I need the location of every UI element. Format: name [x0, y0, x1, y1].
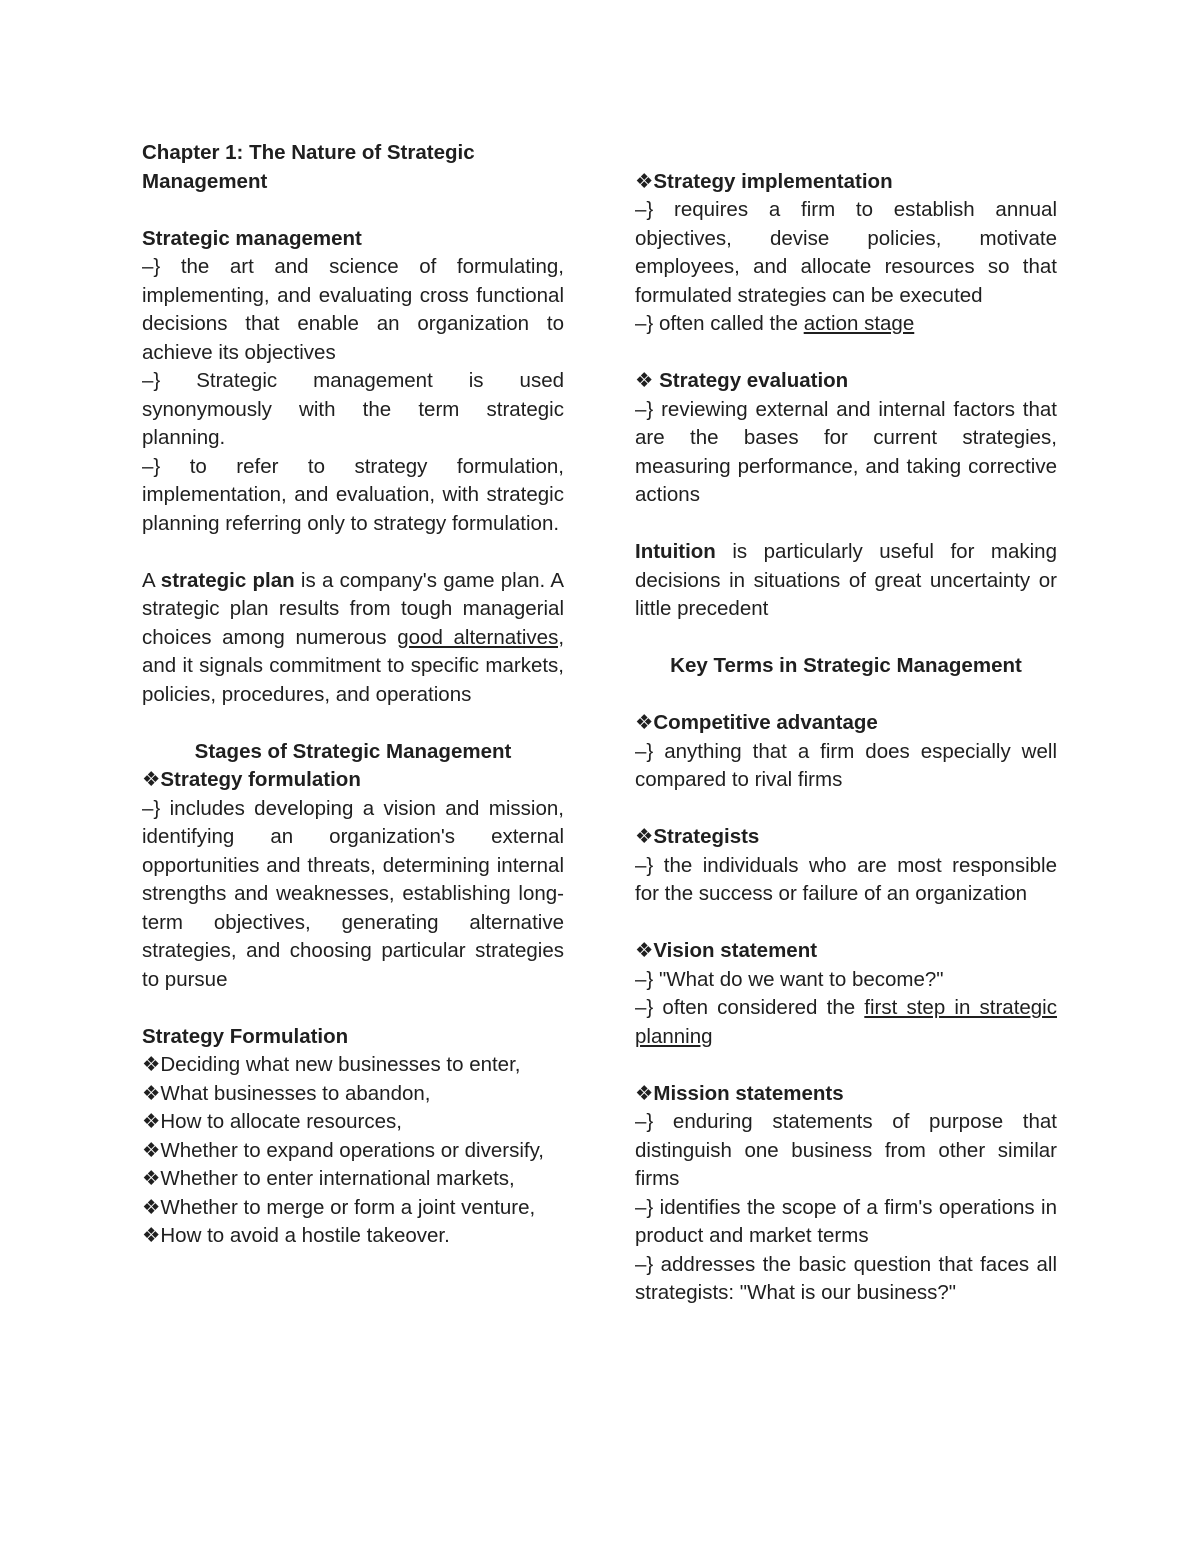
intuition-term: Intuition [635, 540, 716, 563]
list-item: ❖Whether to merge or form a joint venture, [142, 1195, 536, 1219]
strategists-heading: ❖Strategists [635, 825, 760, 848]
strategists-definition: –} the individuals who are most responsible for the success or failure of an organization [635, 853, 1057, 905]
strategy-implementation-heading: ❖Strategy implementation [635, 169, 893, 193]
list-item: ❖What businesses to abandon, [142, 1081, 431, 1105]
mission-definition-3: –} addresses the basic question that faces all strategists: "What is our business?" [635, 1252, 1057, 1304]
strategic-plan-paragraph [142, 567, 564, 710]
strategic-management-definition: –} the art and science of formulating, implementing, and evaluating cross functional decisions that enable an organization to achieve its objectives [142, 255, 564, 364]
chapter-title [142, 139, 564, 196]
strategic-plan-end: and it signals commitment to specific markets, policies, procedures, and operations [142, 654, 564, 706]
right-column [635, 139, 1057, 1308]
strategy-evaluation-definition: –} reviewing external and internal factors that are the bases for current strategies, measuring performance, and taking corrective actions [635, 397, 1057, 506]
strategy-formulation-definition: –} includes developing a vision and mission, identifying an organization's external opportunities and threats, determining internal strengths and weaknesses, establishing long-term objectives, generating alternative strategies, and choosing particular strategies to pursue [142, 796, 564, 991]
list-item: ❖How to allocate resources, [142, 1110, 402, 1133]
strategy-implementation-definition: –} requires a firm to establish annual objectives, devise policies, motivate employees, and allocate resources so that formulated strategies can be executed [635, 198, 1057, 307]
strategic-plan-term: strategic plan [160, 568, 295, 592]
competitive-advantage-definition: –} anything that a firm does especially well compared to rival firms [635, 739, 1057, 791]
strategy-formulation-heading: ❖Strategy formulation [142, 768, 361, 791]
list-item: ❖Whether to expand operations or diversify, [142, 1138, 545, 1162]
intuition-body: is particularly useful for making decisions in situations of great uncertainty or little precedent [635, 540, 1057, 620]
strategic-management-heading: Strategic management [142, 226, 362, 250]
strategic-plan-a: A [142, 568, 161, 592]
strategic-plan-body: is a company's game plan. A strategic plan results from tough managerial choices among numerous [142, 568, 564, 649]
intuition-paragraph [635, 538, 1057, 624]
mission-definition-2: –} identifies the scope of a firm's operations in product and market terms [635, 1195, 1057, 1247]
vision-first-step-line [635, 994, 1057, 1051]
action-stage-line [635, 310, 1057, 339]
strategic-management-refer: –} to refer to strategy formulation, implementation, and evaluation, with strategic planning referring only to strategy formulation. [142, 454, 564, 535]
chapter-title-line2: Management [142, 169, 268, 193]
list-item: ❖Whether to enter international markets, [142, 1167, 515, 1190]
key-terms-heading: Key Terms in Strategic Management [670, 654, 1022, 677]
first-step-underline: first step in strategic planning [635, 996, 1057, 1048]
list-item: ❖Deciding what new businesses to enter, [142, 1053, 521, 1076]
action-stage-prefix: –} often called the [635, 312, 804, 335]
vision-question: –} "What do we want to become?" [635, 967, 944, 991]
mission-statements-heading: ❖Mission statements [635, 1081, 844, 1105]
strategic-management-synonym: –} Strategic management is used synonymously with the term strategic planning. [142, 369, 564, 449]
good-alternatives-underline: good alternatives, [397, 625, 565, 649]
list-item: ❖How to avoid a hostile takeover. [142, 1224, 450, 1247]
vision-first-step-prefix: –} often considered the [635, 996, 865, 1019]
stages-heading: Stages of Strategic Management [194, 739, 512, 763]
left-column [142, 139, 564, 1251]
strategy-evaluation-heading: ❖ Strategy evaluation [635, 369, 849, 392]
action-stage-underline: action stage [803, 312, 915, 335]
vision-statement-heading: ❖Vision statement [635, 939, 818, 962]
chapter-title-line1: Chapter 1: The Nature of Strategic [142, 141, 475, 164]
mission-definition-1: –} enduring statements of purpose that distinguish one business from other similar firms [635, 1110, 1057, 1190]
competitive-advantage-heading: ❖Competitive advantage [635, 711, 878, 734]
strategy-formulation-list-heading: Strategy Formulation [142, 1024, 349, 1048]
